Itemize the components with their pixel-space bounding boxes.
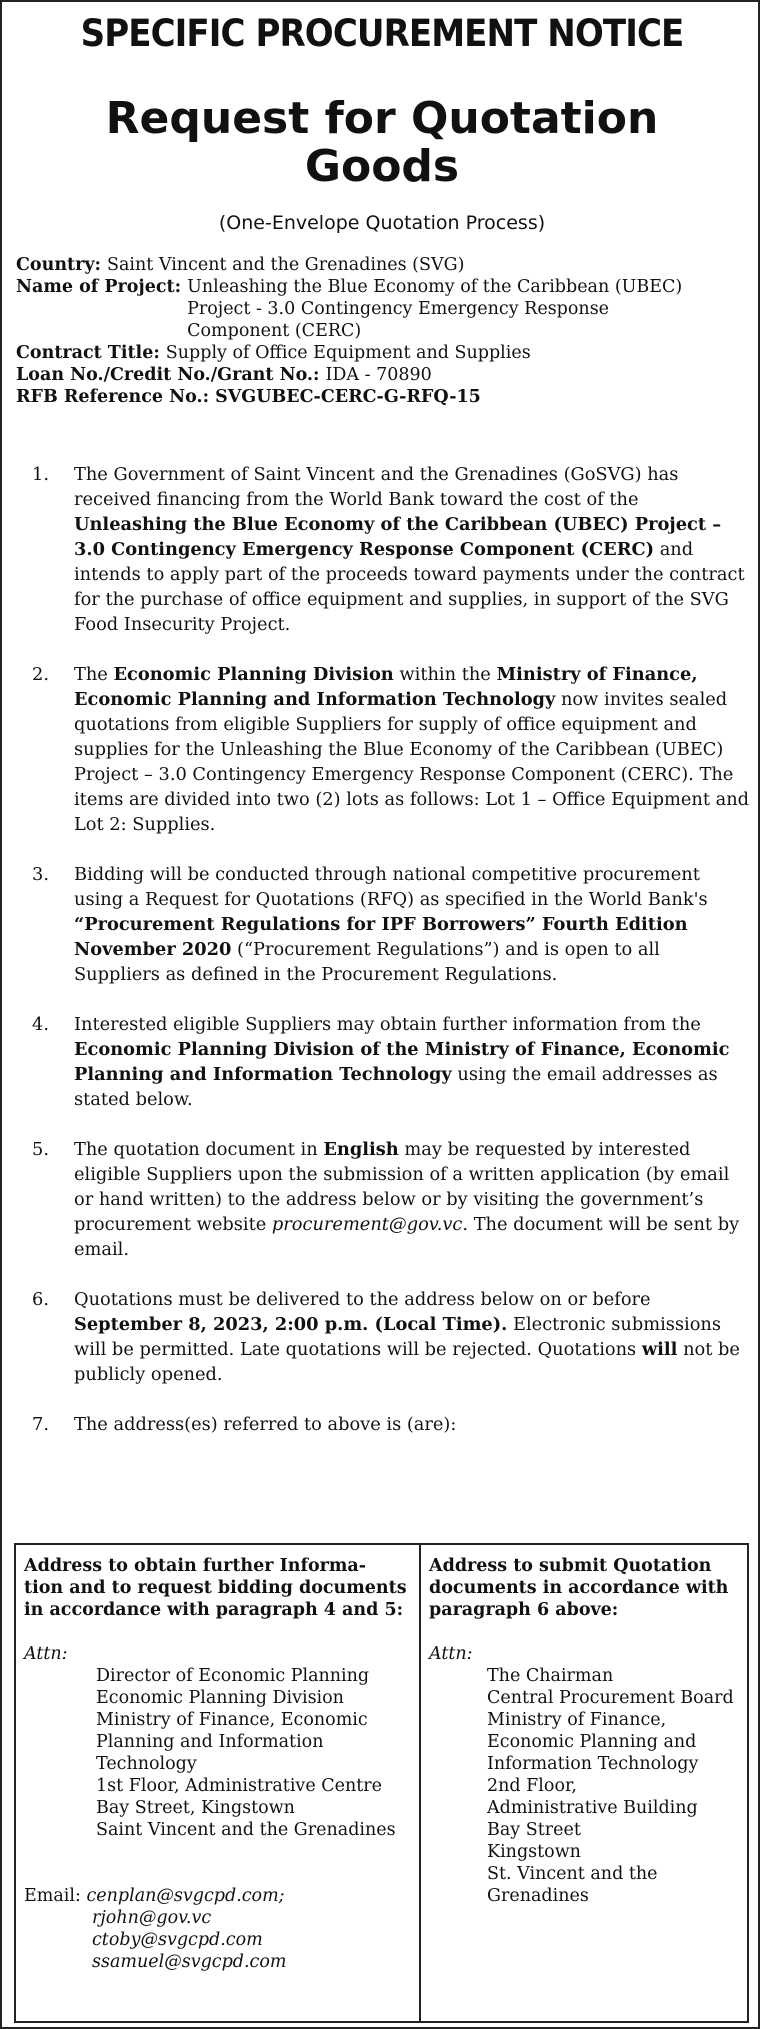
paragraph-text [74, 862, 750, 987]
text-run-bold: English [323, 1139, 399, 1160]
text-run: Quotations must be delivered to the address below on or before [74, 1289, 651, 1310]
email-link[interactable]: cenplan@svgcpd.com; [86, 1886, 285, 1906]
paragraph-2 [32, 662, 750, 837]
project-value-line: Component (CERC) [187, 321, 362, 341]
rfb-label: RFB Reference No.: [16, 387, 210, 407]
text-run: not be publicly opened. [74, 1339, 740, 1385]
address-line: Bay Street [487, 1820, 581, 1840]
text-run: . The document will be sent by email. [74, 1214, 740, 1260]
email-label: Email: [24, 1886, 81, 1906]
contract-row [16, 342, 751, 364]
paragraph-text [74, 1287, 750, 1387]
address-line: St. Vincent and the [487, 1864, 658, 1884]
project-value [187, 276, 682, 342]
text-run: may be requested by interested eligible Suppliers upon the submission of a written application (by email or hand written) to the address below or by visiting the government’s procurement website [74, 1139, 730, 1235]
text-run: The quotation document in [74, 1139, 318, 1160]
address-line: Bay Street, Kingstown [96, 1798, 295, 1818]
country-row [16, 254, 751, 276]
address-line: Economic Planning and [487, 1732, 697, 1752]
text-run-bold: Ministry of Finance, Economic Planning and Information Technology [74, 664, 698, 710]
paragraph-4 [32, 1012, 750, 1112]
project-value-line: Project - 3.0 Contingency Emergency Response [187, 299, 610, 319]
address-right-lines [429, 1665, 739, 1907]
address-left-heading: Address to obtain further Informa- tion and to request bidding documents in accordance with paragraph 4 and 5: [24, 1556, 407, 1620]
address-line: Director of Economic Planning [96, 1666, 370, 1686]
address-line: Technology [96, 1754, 197, 1774]
paragraph-number: 2. [32, 664, 49, 685]
address-table [14, 1543, 749, 2023]
address-line: Grenadines [487, 1886, 589, 1906]
subtitle: (One-Envelope Quotation Process) [218, 212, 546, 234]
text-run: Electronic submissions will be permitted. Late quotations will be rejected. Quotations [74, 1314, 721, 1360]
text-run: Bidding will be conducted through national competitive procurement using a Request for Quotations (RFQ) as specified in the World Bank's [74, 864, 708, 910]
contract-label: Contract Title: [16, 343, 160, 363]
text-run: using the email addresses as stated below. [74, 1064, 718, 1110]
paragraph-number: 4. [32, 1014, 49, 1035]
paragraph-number: 5. [32, 1139, 49, 1160]
text-run: (“Procurement Regulations”) and is open to all Suppliers as defined in the Procurement Regulations. [74, 939, 660, 985]
address-line: Planning and Information [96, 1732, 324, 1752]
email-link[interactable]: ctoby@svgcpd.com [92, 1930, 263, 1950]
address-right-heading: Address to submit Quotation documents in accordance with paragraph 6 above: [429, 1556, 729, 1620]
address-line: Economic Planning Division [96, 1688, 344, 1708]
text-run: now invites sealed quotations from eligible Suppliers for supply of office equipment and supplies for the Unleashing the Blue Economy of the Caribbean (UBEC) Project – 3.0 Contingency Emergency Response Component (CERC). The items are divided into two (2) lots as follows: Lot 1 – Office Equipment and Lot 2: Supplies. [74, 689, 750, 835]
text-run-bold: will [641, 1339, 678, 1360]
main-title-line2: Goods [304, 141, 460, 192]
address-line: Central Procurement Board [487, 1688, 734, 1708]
text-run-bold: “Procurement Regulations for IPF Borrowers” Fourth Edition November 2020 [74, 914, 688, 960]
text-run: and intends to apply part of the proceeds toward payments under the contract for the purchase of office equipment and supplies, in support of the SVG Food Insecurity Project. [74, 539, 745, 635]
email-link[interactable]: ssamuel@svgcpd.com [92, 1952, 287, 1972]
country-value: Saint Vincent and the Grenadines (SVG) [106, 255, 465, 275]
text-run: The Government of Saint Vincent and the Grenadines (GoSVG) has received financing from the World Bank toward the cost of the [74, 464, 679, 510]
notice-title: SPECIFIC PROCUREMENT NOTICE [80, 12, 684, 55]
country-label: Country: [16, 255, 101, 275]
address-line: 2nd Floor, [487, 1776, 577, 1796]
deadline-text: September 8, 2023, 2:00 p.m. (Local Time). [74, 1314, 508, 1335]
main-title-line1: Request for Quotation [105, 93, 659, 144]
paragraph-1 [32, 462, 750, 637]
paragraph-number: 1. [32, 464, 49, 485]
text-run: The [74, 664, 108, 685]
address-right-column [421, 1545, 747, 2021]
paragraph-number: 7. [32, 1414, 49, 1435]
project-meta [16, 254, 751, 408]
address-line: The Chairman [487, 1666, 614, 1686]
paragraph-5 [32, 1137, 750, 1262]
contract-value: Supply of Office Equipment and Supplies [165, 343, 531, 363]
email-list [24, 1907, 411, 1973]
paragraph-number: 6. [32, 1289, 49, 1310]
rfb-value: SVGUBEC-CERC-G-RFQ-15 [215, 387, 481, 407]
address-line: Administrative Building [487, 1798, 698, 1818]
rfb-row [16, 386, 751, 408]
paragraph-text [74, 1012, 750, 1112]
loan-row [16, 364, 751, 386]
project-row [16, 276, 751, 342]
text-run-bold: Unleashing the Blue Economy of the Caribbean (UBEC) Project – 3.0 Contingency Emergency Response Component (CERC) [74, 514, 722, 560]
paragraph-6 [32, 1287, 750, 1387]
paragraph-text: The address(es) referred to above is (are): [74, 1414, 457, 1435]
paragraph-7 [32, 1412, 750, 1437]
text-run-bold: Economic Planning Division [113, 664, 394, 685]
text-run: within the [399, 664, 491, 685]
address-line: 1st Floor, Administrative Centre [96, 1776, 383, 1796]
paragraph-text [74, 662, 750, 837]
attn-label: Attn: [24, 1644, 68, 1664]
text-run: Interested eligible Suppliers may obtain further information from the [74, 1014, 701, 1035]
loan-label: Loan No./Credit No./Grant No.: [16, 365, 320, 385]
text-run-bold: Economic Planning Division of the Ministry of Finance, Economic Planning and Information Technology [74, 1039, 730, 1085]
address-line: Ministry of Finance, [487, 1710, 667, 1730]
paragraph-text [74, 1137, 750, 1262]
address-line: Kingstown [487, 1842, 581, 1862]
paragraph-text [74, 462, 750, 637]
address-left-lines [24, 1665, 411, 1841]
address-line: Saint Vincent and the Grenadines [96, 1820, 396, 1840]
paragraph-number: 3. [32, 864, 49, 885]
main-title [2, 95, 760, 191]
project-label: Name of Project: [16, 277, 182, 297]
address-line: Information Technology [487, 1754, 699, 1774]
address-left-column [16, 1545, 421, 2021]
loan-value: IDA - 70890 [325, 365, 432, 385]
attn-label: Attn: [429, 1644, 473, 1664]
email-row [24, 1885, 411, 1907]
procurement-website-link[interactable]: procurement@gov.vc [271, 1214, 463, 1235]
address-line: Ministry of Finance, Economic [96, 1710, 368, 1730]
project-value-line: Unleashing the Blue Economy of the Caribbean (UBEC) [187, 277, 683, 297]
paragraph-3 [32, 862, 750, 987]
numbered-paragraphs [32, 462, 750, 1462]
email-link[interactable]: rjohn@gov.vc [92, 1908, 212, 1928]
